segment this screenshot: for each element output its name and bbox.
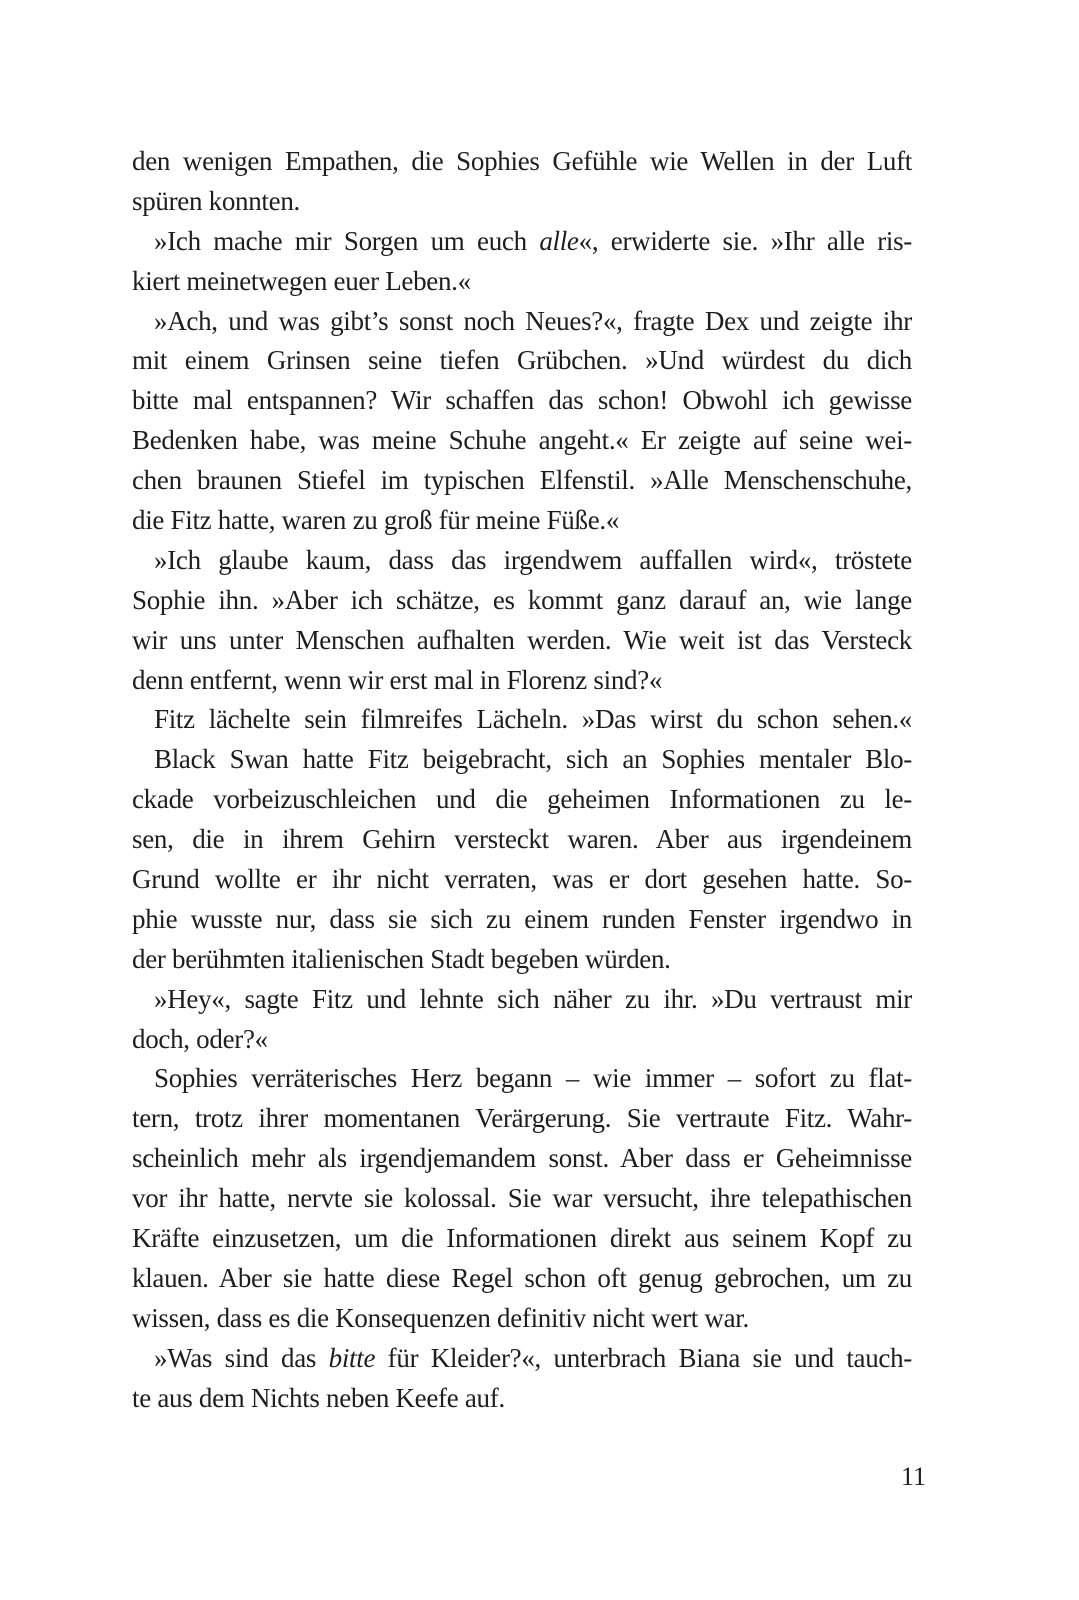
text-line: den wenigen Empathen, die Sophies Gefühle wie Wellen in der Luft — [132, 146, 912, 176]
text-line: die Fitz hatte, waren zu groß für meine Füße.« — [132, 505, 620, 536]
text-line: Sophies verräterisches Herz begann – wie immer – sofort zu flat- — [154, 1063, 912, 1094]
text-line: sen, die in ihrem Gehirn versteckt waren. Aber aus irgendeinem — [132, 824, 912, 855]
text-line: wir uns unter Menschen aufhalten werden. Wie weit ist das Versteck — [132, 624, 912, 655]
text-line: tern, trotz ihrer momentanen Verärgerung. Sie vertraute Fitz. Wahr- — [132, 1103, 912, 1134]
text-line: klauen. Aber sie hatte diese Regel schon oft genug gebrochen, um zu — [132, 1262, 912, 1293]
text-line — [132, 222, 912, 262]
text-line: Bedenken habe, was meine Schuhe angeht.« Er zeigte auf seine wei- — [132, 425, 912, 456]
text-line: »Hey«, sagte Fitz und lehnte sich näher zu ihr. »Du vertraust mir — [154, 983, 912, 1014]
emphasis: bitte — [328, 1342, 376, 1373]
text-line: scheinlich mehr als irgendjemandem sonst. Aber dass er Geheimnisse — [132, 1143, 912, 1174]
text-run: »Ich mache mir Sorgen um euch — [154, 225, 540, 256]
text-line: Kräfte einzusetzen, um die Informationen direkt aus seinem Kopf zu — [132, 1223, 912, 1254]
text-line: bitte mal entspannen? Wir schaffen das schon! Obwohl ich gewisse — [132, 385, 912, 416]
text-line: Sophie ihn. »Aber ich schätze, es kommt ganz darauf an, wie lange — [132, 584, 912, 615]
text-line: »Ich glaube kaum, dass das irgendwem auffallen wird«, tröstete — [154, 544, 912, 575]
text-line: spüren konnten. — [132, 185, 300, 216]
text-line: te aus dem Nichts neben Keefe auf. — [132, 1382, 505, 1413]
text-line: vor ihr hatte, nervte sie kolossal. Sie war versucht, ihre telepathischen — [132, 1183, 912, 1214]
text-run: für Kleider?«, unterbrach Biana sie und tauch- — [375, 1342, 912, 1373]
text-line: der berühmten italienischen Stadt begeben würden. — [132, 943, 671, 974]
text-line: ckade vorbeizuschleichen und die geheimen Informationen zu le- — [132, 784, 912, 815]
text-line: Black Swan hatte Fitz beigebracht, sich an Sophies mentaler Blo- — [154, 744, 912, 775]
text-line: phie wusste nur, dass sie sich zu einem runden Fenster irgendwo in — [132, 903, 912, 934]
text-run: «, erwiderte sie. »Ihr alle ris- — [578, 225, 912, 256]
text-line: wissen, dass es die Konsequenzen definitiv nicht wert war. — [132, 1302, 749, 1333]
text-line — [132, 1339, 912, 1379]
text-line: »Ach, und was gibt’s sonst noch Neues?«, fragte Dex und zeigte ihr — [154, 305, 912, 336]
text-line: mit einem Grinsen seine tiefen Grübchen. »Und würdest du dich — [132, 345, 912, 376]
page-number: 11 — [900, 1462, 926, 1491]
text-line: denn entfernt, wenn wir erst mal in Florenz sind?« — [132, 664, 663, 695]
text-run: »Was sind das — [154, 1342, 329, 1373]
text-line: doch, oder?« — [132, 1023, 268, 1054]
text-line: Fitz lächelte sein filmreifes Lächeln. »Das wirst du schon sehen.« — [154, 704, 912, 735]
emphasis: alle — [539, 225, 579, 256]
text-line: Grund wollte er ihr nicht verraten, was er dort gesehen hatte. So- — [132, 864, 912, 895]
book-page-body — [132, 142, 912, 1419]
text-line: chen braunen Stiefel im typischen Elfenstil. »Alle Menschenschuhe, — [132, 465, 912, 496]
text-line: kiert meinetwegen euer Leben.« — [132, 265, 471, 296]
